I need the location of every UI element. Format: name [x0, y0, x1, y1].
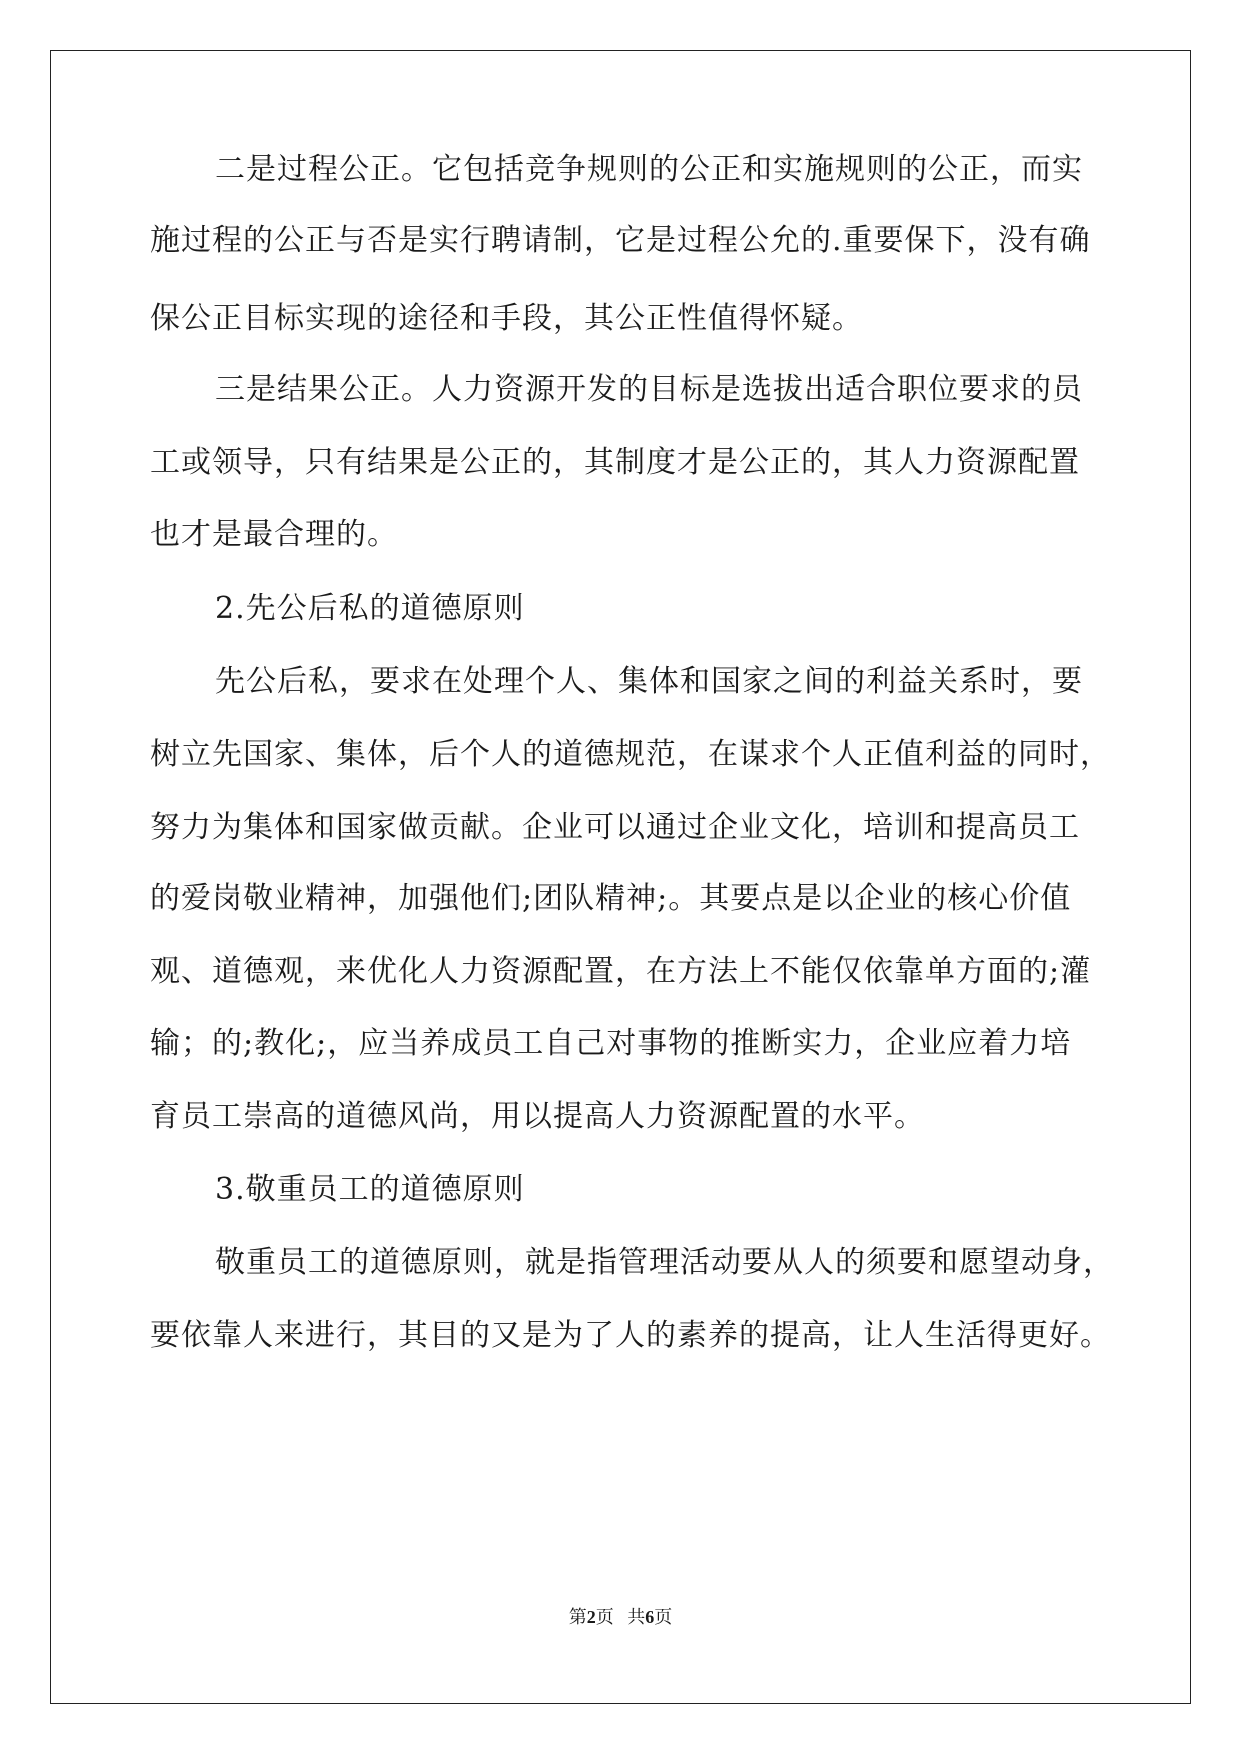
footer-page-number: 2 — [586, 1607, 596, 1627]
paragraph-line: 努力为集体和国家做贡献。企业可以通过企业文化，培训和提高员工 — [150, 810, 1080, 845]
paragraph-line: 施过程的公正与否是实行聘请制，它是过程公允的.重要保下，没有确 — [150, 223, 1091, 258]
section-heading: 2.先公后私的道德原则 — [215, 591, 525, 626]
page-footer — [0, 1605, 1241, 1629]
paragraph-line: 先公后私，要求在处理个人、集体和国家之间的利益关系时，要 — [215, 664, 1083, 699]
paragraph-line: 也才是最合理的。 — [150, 517, 398, 552]
paragraph-line: 的爱岗敬业精神，加强他们;团队精神;。其要点是以企业的核心价值 — [150, 881, 1072, 916]
footer-total-suffix: 页 — [654, 1607, 673, 1627]
paragraph-line: 树立先国家、集体，后个人的道德规范，在谋求个人正值利益的同时， — [150, 737, 1111, 772]
footer-page-prefix: 第 — [568, 1607, 587, 1627]
paragraph-line: 敬重员工的道德原则，就是指管理活动要从人的须要和愿望动身， — [215, 1245, 1114, 1280]
paragraph-line: 输；的;教化;，应当养成员工自己对事物的推断实力，企业应着力培 — [150, 1026, 1072, 1061]
paragraph-line: 要依靠人来进行，其目的又是为了人的素养的提高，让人生活得更好。 — [150, 1318, 1111, 1353]
footer-page-suffix: 页 — [595, 1607, 614, 1627]
paragraph-line: 保公正目标实现的途径和手段，其公正性值得怀疑。 — [150, 301, 863, 336]
paragraph-line: 二是过程公正。它包括竞争规则的公正和实施规则的公正，而实 — [215, 152, 1083, 187]
footer-total-prefix: 共 — [627, 1607, 646, 1627]
section-heading: 3.敬重员工的道德原则 — [215, 1172, 525, 1207]
paragraph-line: 三是结果公正。人力资源开发的目标是选拔出适合职位要求的员 — [215, 372, 1083, 407]
footer-total-pages: 6 — [645, 1607, 655, 1627]
paragraph-line: 观、道德观，来优化人力资源配置，在方法上不能仅依靠单方面的;灌 — [150, 954, 1092, 989]
paragraph-line: 育员工崇高的道德风尚，用以提高人力资源配置的水平。 — [150, 1099, 925, 1134]
paragraph-line: 工或领导，只有结果是公正的，其制度才是公正的，其人力资源配置 — [150, 445, 1080, 480]
